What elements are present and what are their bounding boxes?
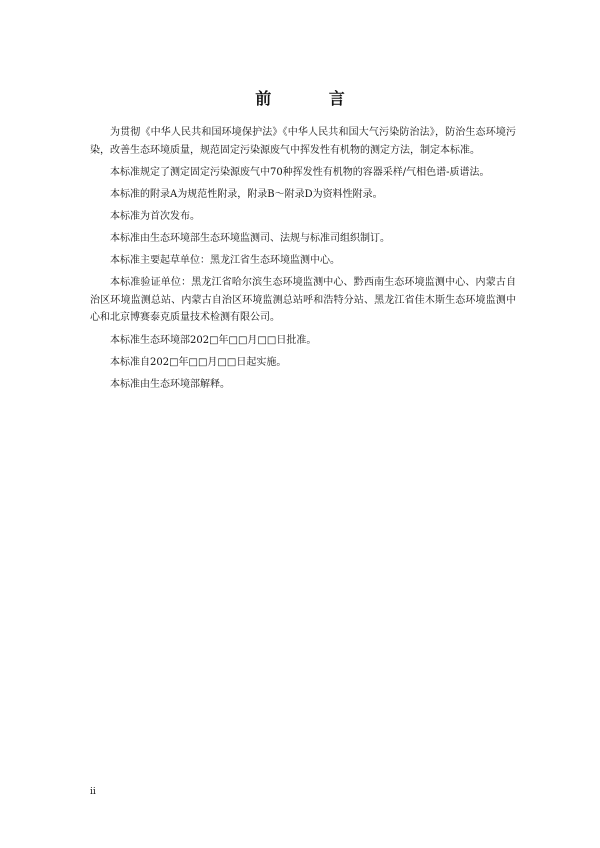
paragraph-implementation: 本标准自202□年□□月□□日起实施。	[110, 356, 287, 368]
paragraph-first-release: 本标准为首次发布。	[110, 211, 200, 223]
paragraph-purpose: 为贯彻《中华人民共和国环境保护法》《中华人民共和国大气污染防治法》，防治生态环境污染，改善生态环境质量，规范固定污染源废气中挥发性有机物的测定方法，制定本标准。	[90, 127, 516, 156]
paragraph-interpretation: 本标准由生态环境部解释。	[110, 378, 230, 390]
paragraph-drafting-unit: 本标准主要起草单位：黑龙江省生态环境监测中心。	[110, 255, 340, 267]
paragraph-verification-units: 本标准验证单位：黑龙江省哈尔滨生态环境监测中心、黔西南生态环境监测中心、内蒙古自治区环境监测总站、内蒙古自治区环境监测总站呼和浩特分站、黑龙江省佳木斯生态环境监测中心和北京博赛泰克质量技术检测有限公司。	[90, 277, 516, 324]
paragraph-scope: 本标准规定了测定固定污染源废气中70种挥发性有机物的容器采样/气相色谱-质谱法。	[110, 167, 490, 179]
page-number: ii	[90, 787, 96, 797]
paragraph-appendix: 本标准的附录A为规范性附录，附录B～附录D为资料性附录。	[110, 189, 383, 201]
paragraph-approval: 本标准生态环境部202□年□□月□□日批准。	[110, 334, 317, 346]
page-title: 前 言	[255, 89, 371, 108]
body-text	[90, 124, 516, 398]
paragraph-organizer: 本标准由生态环境部生态环境监测司、法规与标准司组织制订。	[110, 233, 390, 245]
